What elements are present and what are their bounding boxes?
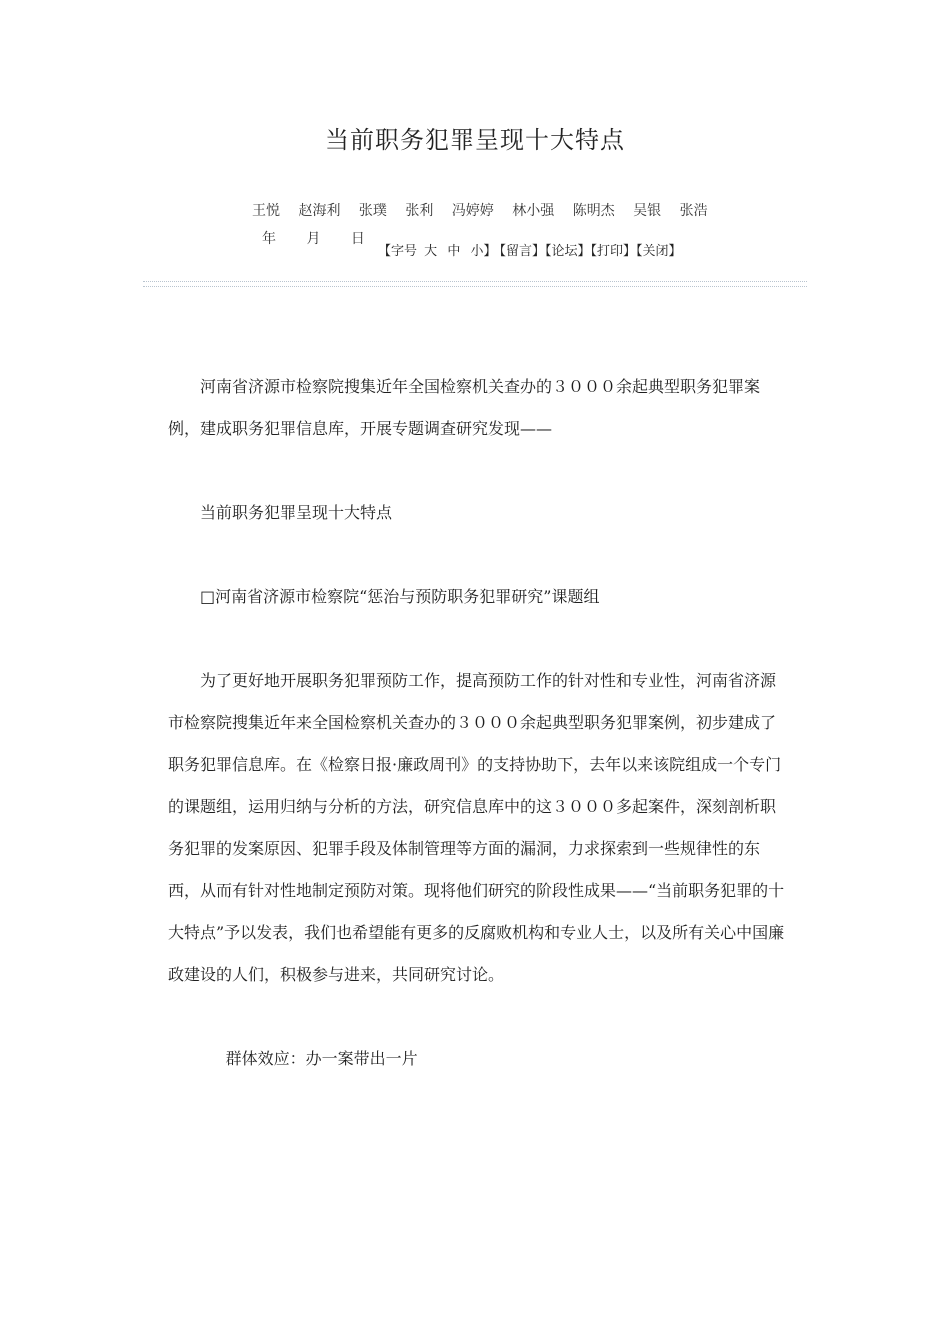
article-toolbar [378, 240, 682, 259]
author-name: 冯婷婷 [451, 203, 494, 219]
font-size-small-link[interactable]: 小】 [470, 244, 497, 259]
date-day: 日 [350, 231, 365, 247]
author-name: 王悦 [252, 203, 280, 219]
article-intro: 河南省济源市检察院搜集近年全国检察机关查办的３０００余起典型职务犯罪案例，建成职务犯罪信息库，开展专题调查研究发现—— [168, 377, 761, 438]
close-link[interactable]: 【关闭】 [636, 244, 682, 259]
print-link[interactable]: 【打印】 [590, 244, 637, 259]
section-heading: 群体效应：办一案带出一片 [225, 1049, 418, 1068]
date-month: 月 [306, 231, 321, 247]
forum-link[interactable]: 【论坛】 [545, 244, 591, 259]
date-year: 年 [262, 231, 276, 247]
article-body [168, 366, 788, 1080]
author-name: 张璞 [358, 203, 387, 219]
article-subtitle: 当前职务犯罪呈现十大特点 [200, 503, 393, 522]
author-name: 陈明杰 [572, 203, 615, 219]
author-name: 张浩 [679, 203, 708, 219]
comment-link[interactable]: 【留言】 [499, 244, 545, 259]
author-name: 吴银 [633, 203, 662, 219]
article-byline: □河南省济源市检察院“惩治与预防职务犯罪研究”课题组 [200, 587, 600, 606]
publish-date [262, 228, 391, 248]
author-list [252, 200, 722, 220]
article-paragraph: 为了更好地开展职务犯罪预防工作，提高预防工作的针对性和专业性，河南省济源市检察院搜集近年来全国检察机关查办的３０００余起典型职务犯罪案例，初步建成了职务犯罪信息库。在《检察日报·廉政周刊》的支持协助下，去年以来该院组成一个专门的课题组，运用归纳与分析的方法，研究信息库中的这３０００多起案件，深刻剖析职务犯罪的发案原因、犯罪手段及体制管理等方面的漏洞，力求探索到一些规律性的东西，从而有针对性地制定预防对策。现将他们研究的阶段性成果——“当前职务犯罪的十大特点”予以发表，我们也希望能有更多的反腐败机构和专业人士，以及所有关心中国廉政建设的人们，积极参与进来，共同研究讨论。 [168, 671, 785, 984]
author-name: 林小强 [512, 203, 555, 219]
font-size-label: 【字号 [378, 244, 418, 259]
header-divider [143, 281, 807, 287]
font-size-medium-link[interactable]: 中 [447, 244, 461, 259]
page-title: 当前职务犯罪呈现十大特点 [325, 126, 625, 154]
author-name: 张利 [405, 203, 434, 219]
author-name: 赵海利 [298, 203, 341, 219]
font-size-large-link[interactable]: 大 [424, 244, 438, 259]
